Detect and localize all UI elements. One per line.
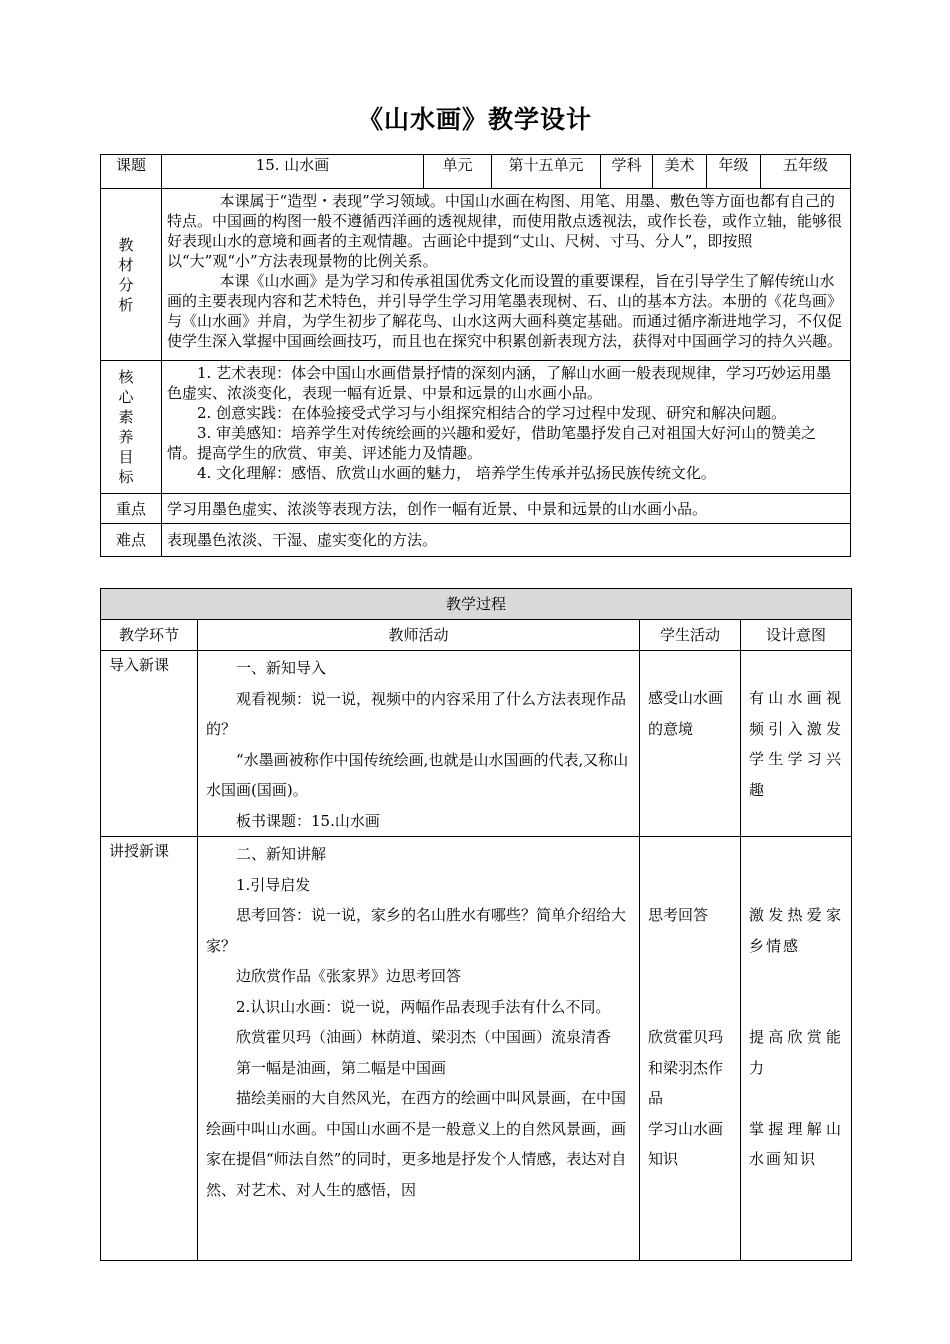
lecture-intent-3: 掌握理解山水画知识	[749, 1119, 844, 1168]
stage-intro-student	[640, 651, 741, 837]
info-row-key	[101, 494, 851, 524]
lesson-info-table	[100, 154, 851, 557]
intro-teacher-line-2: 观看视频：说一说，视频中的内容采用了什么方法表现作品的？	[206, 689, 627, 738]
intro-teacher-line-4: 板书课题：15.山水画	[236, 811, 380, 830]
stage-lecture-label: 讲授新课	[101, 837, 198, 1261]
stage-lecture-student	[640, 837, 741, 1261]
lecture-intent-2: 提高欣赏能力	[749, 1028, 844, 1077]
lecture-student-2: 欣赏霍贝玛和梁羽杰作品	[648, 1028, 724, 1107]
goal-creative-practice: 2. 创意实践：在体验接受式学习与小组探究相结合的学习过程中发现、研究和解决问题。	[197, 404, 787, 422]
lecture-intent-1: 激发热爱家乡情感	[749, 906, 844, 955]
intro-teacher-line-1: 一、新知导入	[236, 659, 327, 677]
col-intent: 设计意图	[741, 620, 852, 651]
subject-value: 美术	[653, 155, 707, 189]
lecture-teacher-line-2: 1.引导启发	[236, 875, 311, 894]
stage-row-lecture	[101, 837, 852, 1261]
unit-value: 第十五单元	[492, 155, 601, 189]
info-row-difficulty	[101, 524, 851, 557]
lecture-teacher-line-4: 边欣赏作品《张家界》边思考回答	[236, 967, 462, 985]
lecture-teacher-line-1: 二、新知讲解	[236, 845, 327, 863]
col-teacher: 教师活动	[198, 620, 640, 651]
info-row-topic	[101, 155, 851, 189]
lecture-teacher-line-5: 2.认识山水画：说一说，两幅作品表现手法有什么不同。	[236, 997, 611, 1016]
lecture-student-1: 思考回答	[648, 906, 709, 924]
grade-value: 五年级	[761, 155, 851, 189]
lecture-teacher-line-6: 欣赏霍贝玛（油画）林荫道、梁羽杰（中国画）流泉清香	[236, 1028, 612, 1046]
goal-cultural-understanding: 4. 文化理解：感悟、欣赏山水画的魅力， 培养学生传承并弘扬民族传统文化。	[197, 464, 716, 482]
goals-label-line-3: 目 标	[118, 448, 144, 486]
goals-label-line-2: 素 养	[118, 408, 144, 446]
process-column-headers	[101, 620, 852, 651]
key-label: 重点	[101, 494, 162, 524]
analysis-paragraph-1: 本课属于“造型・表现”学习领域。中国山水画在构图、用笔、用墨、敷色等方面也都有自己的特点。中国画的构图一般不遵循西洋画的透视规律，而使用散点透视法，或作长卷，或作立轴，能够很好表现山水的意境和画者的主观情趣。古画论中提到“丈山、尺树、寸马、分人”，即按照以“大”观“小”方法表现景物的比例关系。	[167, 192, 843, 270]
difficulty-content: 表现墨色浓淡、干湿、虚实变化的方法。	[162, 524, 851, 557]
stage-lecture-teacher	[198, 837, 640, 1261]
goals-content	[162, 361, 851, 494]
analysis-label-line-1: 教 材	[118, 235, 144, 274]
goal-aesthetic-perception: 3. 审美感知：培养学生对传统绘画的兴趣和爱好，借助笔墨抒发自己对祖国大好河山的赞美之情。提高学生的欣赏、审美、评述能力及情趣。	[167, 424, 817, 462]
analysis-label-line-2: 分 析	[118, 275, 144, 314]
process-header: 教学过程	[101, 589, 852, 620]
stage-intro-label: 导入新课	[101, 651, 198, 837]
difficulty-label: 难点	[101, 524, 162, 557]
grade-label: 年级	[707, 155, 761, 189]
info-row-goals	[101, 361, 851, 494]
teaching-process-table	[100, 588, 852, 1261]
subject-label: 学科	[601, 155, 653, 189]
lecture-teacher-line-7: 第一幅是油画，第二幅是中国画	[236, 1058, 447, 1077]
col-student: 学生活动	[640, 620, 741, 651]
process-header-row	[101, 589, 852, 620]
intro-intent-text: 有山水画视频引入激发学生学习兴趣	[749, 689, 844, 799]
page-title: 《山水画》教学设计	[357, 105, 592, 134]
goals-label	[101, 361, 162, 494]
intro-teacher-line-3: “水墨画被称作中国传统绘画,也就是山水国画的代表,又称山水国画(国画)。	[206, 750, 629, 799]
lecture-teacher-line-8: 描绘美丽的大自然风光，在西方的绘画中叫风景画，在中国绘画中叫山水画。中国山水画不是一般意义上的自然风景画，画家在提倡“师法自然”的同时，更多地是抒发个人情感，表达对自然、对艺术、对人生的感悟，因	[206, 1089, 627, 1199]
info-row-analysis	[101, 189, 851, 361]
topic-value: 15. 山水画	[162, 155, 424, 189]
goal-art-expression: 1. 艺术表现：体会中国山水画借景抒情的深刻内涵，了解山水画一般表现规律，学习巧妙运用墨色虚实、浓淡变化，表现一幅有近景、中景和远景的山水画小品。	[167, 364, 832, 402]
key-content: 学习用墨色虚实、浓淡等表现方法，创作一幅有近景、中景和远景的山水画小品。	[162, 494, 851, 524]
analysis-content	[162, 189, 851, 361]
stage-lecture-intent	[741, 837, 852, 1261]
topic-label: 课题	[101, 155, 162, 189]
stage-row-intro	[101, 651, 852, 837]
lecture-student-3: 学习山水画知识	[648, 1119, 724, 1168]
goals-label-line-1: 核 心	[118, 368, 144, 406]
unit-label: 单元	[424, 155, 492, 189]
col-stage: 教学环节	[101, 620, 198, 651]
analysis-paragraph-2: 本课《山水画》是为学习和传承祖国优秀文化而设置的重要课程，旨在引导学生了解传统山水画的主要表现内容和艺术特色，并引导学生学习用笔墨表现树、石、山的基本方法。本册的《花鸟画》与《山水画》并肩，为学生初步了解花鸟、山水这两大画科奠定基础。而通过循序渐进地学习，不仅促使学生深入掌握中国画绘画技巧，而且也在探究中积累创新表现方法，获得对中国画学习的持久兴趣。	[167, 272, 843, 350]
analysis-label	[101, 189, 162, 361]
lecture-teacher-line-3: 思考回答：说一说，家乡的名山胜水有哪些？简单介绍给大家？	[206, 906, 627, 955]
stage-intro-intent	[741, 651, 852, 837]
stage-intro-teacher	[198, 651, 640, 837]
intro-student-text: 感受山水画的意境	[648, 689, 724, 738]
